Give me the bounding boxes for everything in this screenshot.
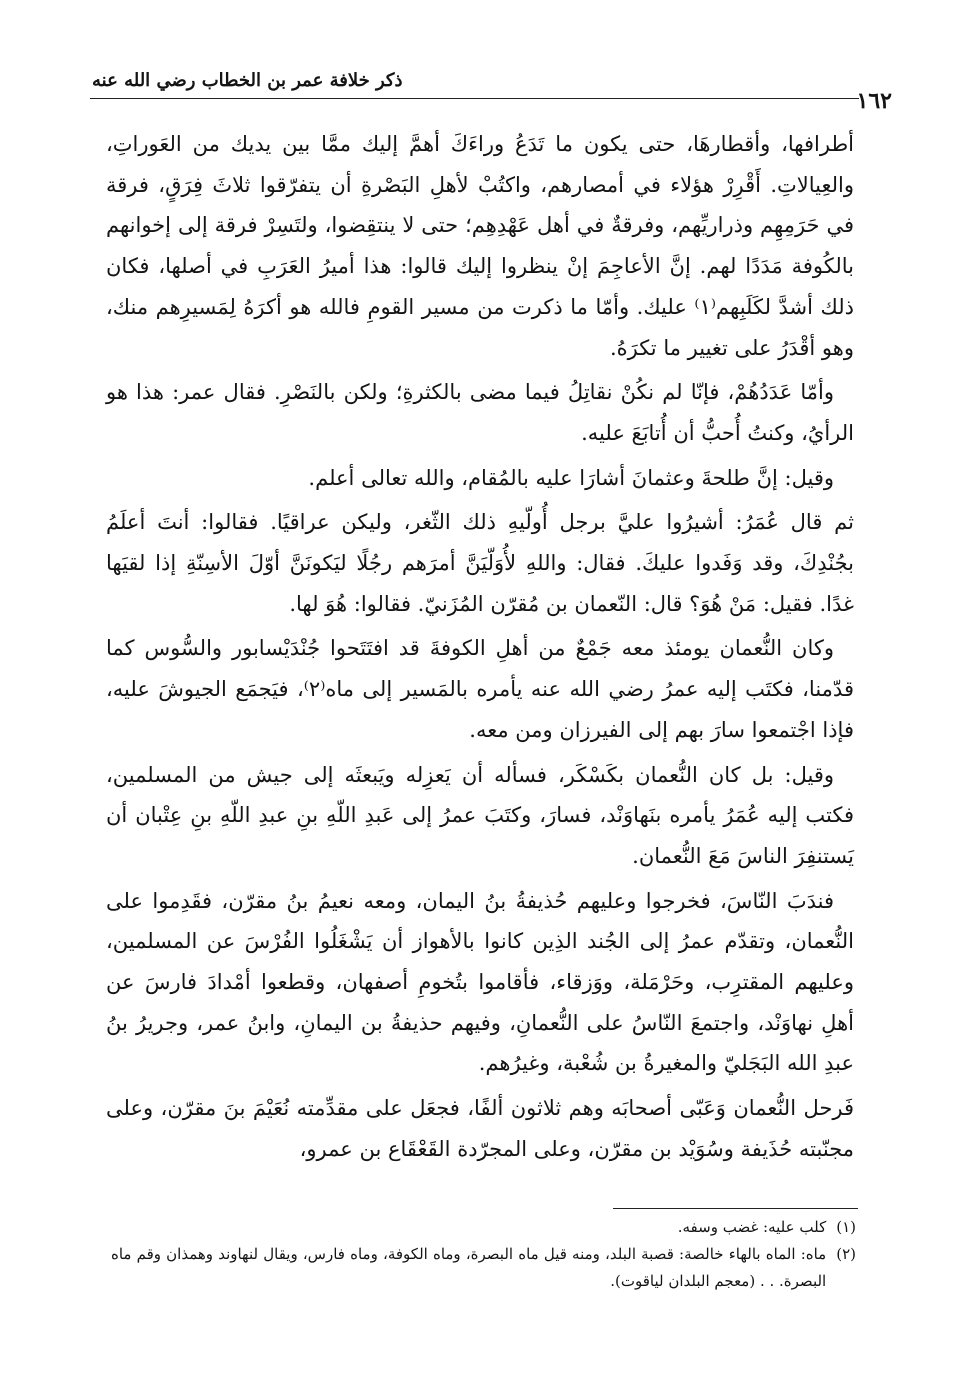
- paragraph: وأمّا عَدَدُهُمْ، فإنّا لم نكُنْ نقاتِلُ فيما مضى بالكثرةِ؛ ولكن بالنَصْرِ. فقال عمر: هذا هو الرأيُ، وكنتُ أُحبُّ أن أُتابَعَ عليه.: [106, 380, 854, 445]
- paragraph: وقيل: بل كان النُّعمان بكَسْكَر، فسأله أن يَعزِله ويَبعثَه إلى جيش من المسلمين، فكتب إليه عُمَرُ يأمره بنَهاوَنْد، فسارَ، وكتَبَ عمرُ إلى عَبدِ اللّهِ بنِ عبدِ اللّهِ بنِ عِتْبان أن يَستنفِرَ الناسَ مَعَ النُّعمان.: [106, 762, 854, 868]
- footnote-divider: [613, 1208, 858, 1209]
- running-header: [92, 66, 892, 100]
- paragraph: وكان النُّعمان يومئذ معه جَمْعٌ من أهلِ الكوفةَ قد افتَتَحوا جُنْدَيْسابور والسُّوس كما قدّمنا، فكتَب إليه عمرُ رضي الله عنه يأمره بالمَسير إلى ماه⁽٢⁾، فيَجمَع الجيوشَ عليه، فإذا اجْتمعوا سارَ بهم إلى الفيرزان ومن معه.: [106, 636, 854, 742]
- footnote-number: (١): [836, 1218, 856, 1236]
- header-divider: [90, 98, 859, 99]
- footnote-item: [111, 1241, 856, 1295]
- paragraph: أطرافها، وأقطارهَا، حتى يكون ما تَدَعُ وراءَكَ أهمَّ إليك ممَّا بين يديك من العَوراتِ، والعِيالاتِ. أَقْرِرْ هؤلاء في أمصارهم، واكتُبْ لأهلِ البَصْرةِ أن يتفرّقوا ثلاثَ فِرَقٍ، فرقة في حَرَمِهِم وذراريِّهم، وفرقةٌ في أهل عَهْدِهِم؛ حتى لا ينتقِضوا، ولتَسِرْ فرقة إلى إخوانهم بالكُوفة مَدَدًا لهم. إنَّ الأعاجِمَ إنْ ينظروا إليك قالوا: هذا أميرُ العَرَبِ في أصلها، فكان ذلك أشدَّ لكَلَبِهم⁽١⁾ عليك. وأمّا ما ذكرت من مسير القومِ فالله هو أكرَهُ لِمَسيرِهم منك، وهو أقْدَرُ على تغيير ما تكرَهُ.: [106, 132, 854, 360]
- footnote-item: [111, 1214, 856, 1241]
- footnotes: [111, 1214, 856, 1295]
- paragraph: فندَبَ النّاسَ، فخرجوا وعليهم حُذيفةُ بنُ اليمان، ومعه نعيمُ بنُ مقرّن، فقَدِموا على النُّعمان، وتقدّم عمرُ إلى الجُند الذِين كانوا بالأهواز أن يَشْغَلُوا الفُرْسَ عن المسلمين، وعليهم المقترِب، وحَرْمَلة، ووَزقاء، فأقاموا بتُخومِ أصفهان، وقطعوا أمْدادَ فارسَ عن أهلِ نهاوَنْد، واجتمعَ النّاسُ على النُّعمانِ، وفيهم حذيفةُ بن اليمانِ، وابنُ عمر، وجريرُ بنُ عبدِ الله البَجَليّ والمغيرةُ بن شُعْبة، وغيرُهم.: [106, 888, 854, 1076]
- running-header-title: ذكر خلافة عمر بن الخطاب رضي الله عنه: [92, 70, 403, 91]
- page-number: ١٦٢: [856, 88, 892, 114]
- paragraph: وقيل: إنَّ طلحةَ وعثمانَ أشارَا عليه بالمُقام، والله تعالى أعلم.: [308, 465, 834, 490]
- paragraph: ثم قال عُمَرُ: أشيرُوا عليَّ برجل أُولّيهِ ذلك الثّغر، وليكن عراقيًا. فقالوا: أنتَ أعلَمُ بجُنْدِكَ، وقد وَفَدوا عليكَ. فقال: واللهِ لأُوَلّيَنَّ أمرَهم رجُلًا ليَكونَنَّ أوّلَ الأسِنّةِ إذا لقيَها غدًا. فقيل: مَنْ هُوَ؟ قال: النّعمان بن مُقرّن المُزَنيّ. فقالوا: هُوَ لها.: [106, 510, 854, 616]
- footnote-text: ماه: الماه بالهاء خالصة: قصبة البلد، ومنه قيل ماه البصرة، وماه الكوفة، وماه فارس، ويقال لنهاوند وهمذان وقم ماه البصرة. . . (معجم البلدان لياقوت).: [111, 1245, 827, 1290]
- paragraph: فَرحل النُّعمان وَعَبّى أصحابَه وهم ثلاثون ألفًا، فجعَل على مقدِّمته نُعَيْمَ بنَ مقرّن، وعلى مجنّبته حُذَيفة وسُوَيْد بن مقرّن، وعلى المجرّدة القَعْقَاع بن عمرو،: [106, 1096, 854, 1161]
- footnote-number: (٢): [836, 1245, 856, 1263]
- main-text: [106, 124, 854, 1174]
- footnote-text: كلب عليه: غضب وسفه.: [677, 1218, 827, 1236]
